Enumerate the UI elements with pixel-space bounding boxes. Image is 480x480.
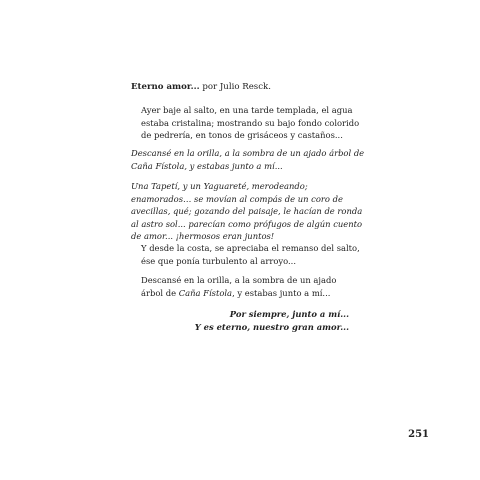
stanza-line: Descansé en la orilla, a la sombra de un ajado árbol de xyxy=(131,148,365,158)
stanza-5 xyxy=(141,274,336,299)
stanza-line: al astro sol... parecían como prófugos de algún cuento xyxy=(131,218,363,229)
stanza-text: , y estabas junto a mí... xyxy=(232,287,331,298)
stanza-2 xyxy=(131,147,364,172)
tree-name-italic: Caña Fístola xyxy=(178,287,233,298)
stanza-line: Descansé en la orilla, a la sombra de un ajado xyxy=(141,275,337,285)
closing-lines xyxy=(195,308,349,333)
closing-line: Y es eterno, nuestro gran amor... xyxy=(194,321,349,332)
poem-title-text: Eterno amor... xyxy=(131,82,200,92)
stanza-line: enamorados… se movían al compás de un coro de xyxy=(131,193,343,204)
stanza-line xyxy=(141,287,336,300)
stanza-line: Y desde la costa, se apreciaba el remanso del salto, xyxy=(141,243,360,253)
stanza-text: árbol de xyxy=(141,287,179,298)
poem-author: por Julio Resck. xyxy=(199,82,271,92)
stanza-line: estaba cristalina; mostrando su bajo fondo colorido xyxy=(141,117,360,128)
stanza-line: avecillas, qué; gozando del paisaje, le hacían de ronda xyxy=(131,206,363,217)
stanza-4 xyxy=(141,242,360,267)
stanza-line: de pedrería, en tonos de grisáceos y castaños... xyxy=(141,130,343,141)
page-number: 251 xyxy=(408,429,429,440)
stanza-1 xyxy=(141,104,359,142)
stanza-line: de amor... ¡hermosos eran juntos! xyxy=(131,231,275,242)
stanza-line: ése que ponía turbulento al arroyo... xyxy=(141,255,296,266)
closing-line: Por siempre, junto a mí... xyxy=(229,309,349,319)
poem-title xyxy=(131,82,271,92)
stanza-3 xyxy=(131,180,362,243)
stanza-line: Una Tapetí, y un Yaguareté, merodeando; xyxy=(131,181,308,191)
stanza-line: Caña Fístola, y estabas junto a mí... xyxy=(131,160,283,171)
stanza-line: Ayer baje al salto, en una tarde templada, el agua xyxy=(141,105,353,115)
